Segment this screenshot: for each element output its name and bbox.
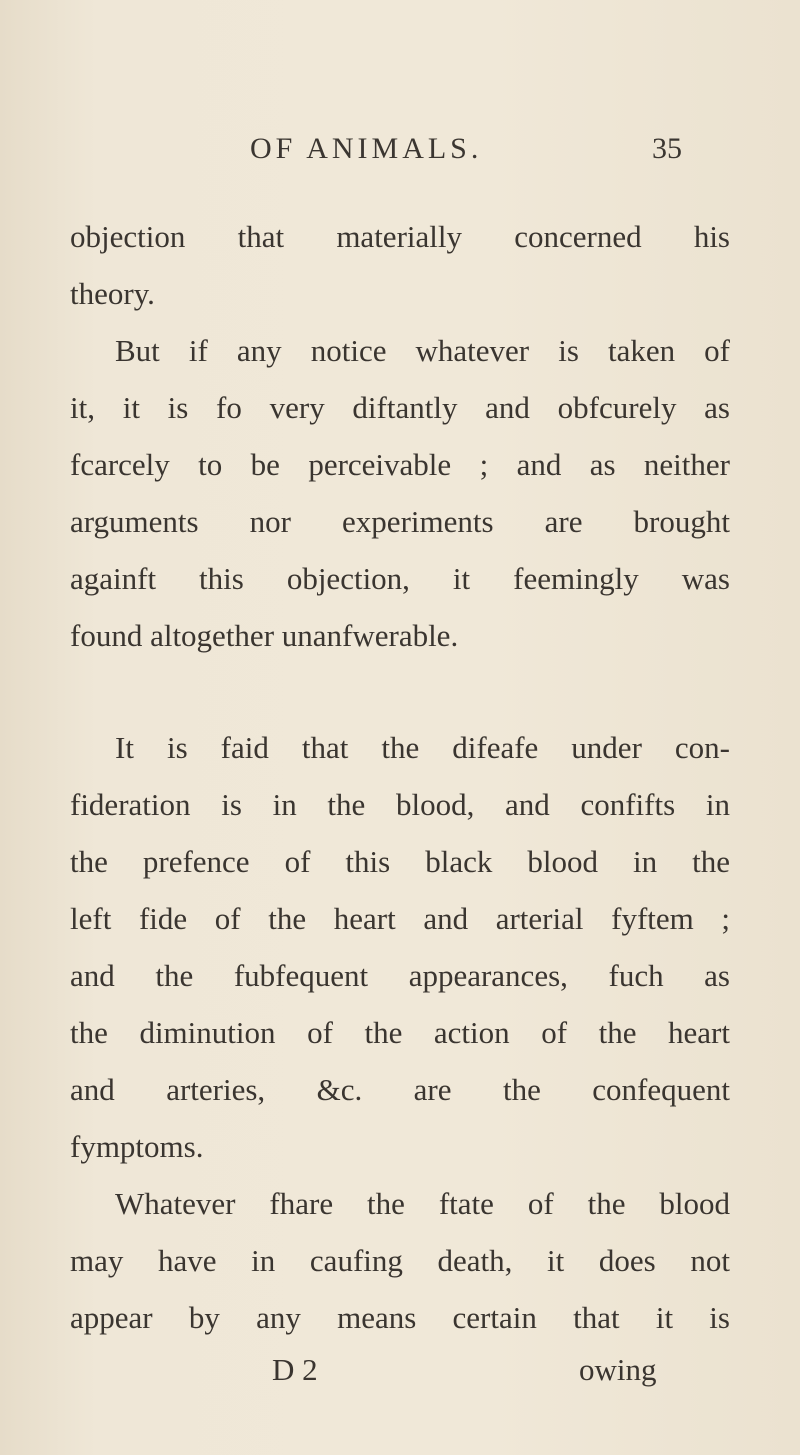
page-number: 35	[652, 132, 682, 165]
text-line: the prefence of this black blood in the	[70, 844, 730, 879]
text-line: the diminution of the action of the heart	[70, 1015, 730, 1050]
text-line: found altogether unanfwerable.	[70, 618, 459, 653]
text-line: fymptoms.	[70, 1129, 204, 1164]
signature-mark: D 2	[272, 1352, 318, 1387]
text-line: It is faid that the difeafe under con-	[115, 730, 730, 765]
text-line: fcarcely to be perceivable ; and as neither	[70, 447, 730, 482]
text-line: left fide of the heart and arterial fyftem ;	[70, 901, 730, 936]
text-line: Whatever fhare the ftate of the blood	[115, 1186, 730, 1221]
text-line: objection that materially concerned his	[70, 219, 730, 254]
text-line: and arteries, &c. are the confequent	[70, 1072, 730, 1107]
page-header	[0, 132, 800, 172]
catchword: owing	[579, 1352, 657, 1387]
text-line: fideration is in the blood, and confifts in	[70, 787, 730, 822]
running-title: OF ANIMALS.	[250, 132, 483, 165]
text-line: it, it is fo very diftantly and obfcurely as	[70, 390, 730, 425]
text-line: But if any notice whatever is taken of	[115, 333, 730, 368]
text-line: appear by any means certain that it is	[70, 1300, 730, 1335]
text-line: arguments nor experiments are brought	[70, 504, 730, 539]
text-line: theory.	[70, 276, 155, 311]
text-line: may have in caufing death, it does not	[70, 1243, 730, 1278]
text-line: and the fubfequent appearances, fuch as	[70, 958, 730, 993]
text-line: againft this objection, it feemingly was	[70, 561, 730, 596]
